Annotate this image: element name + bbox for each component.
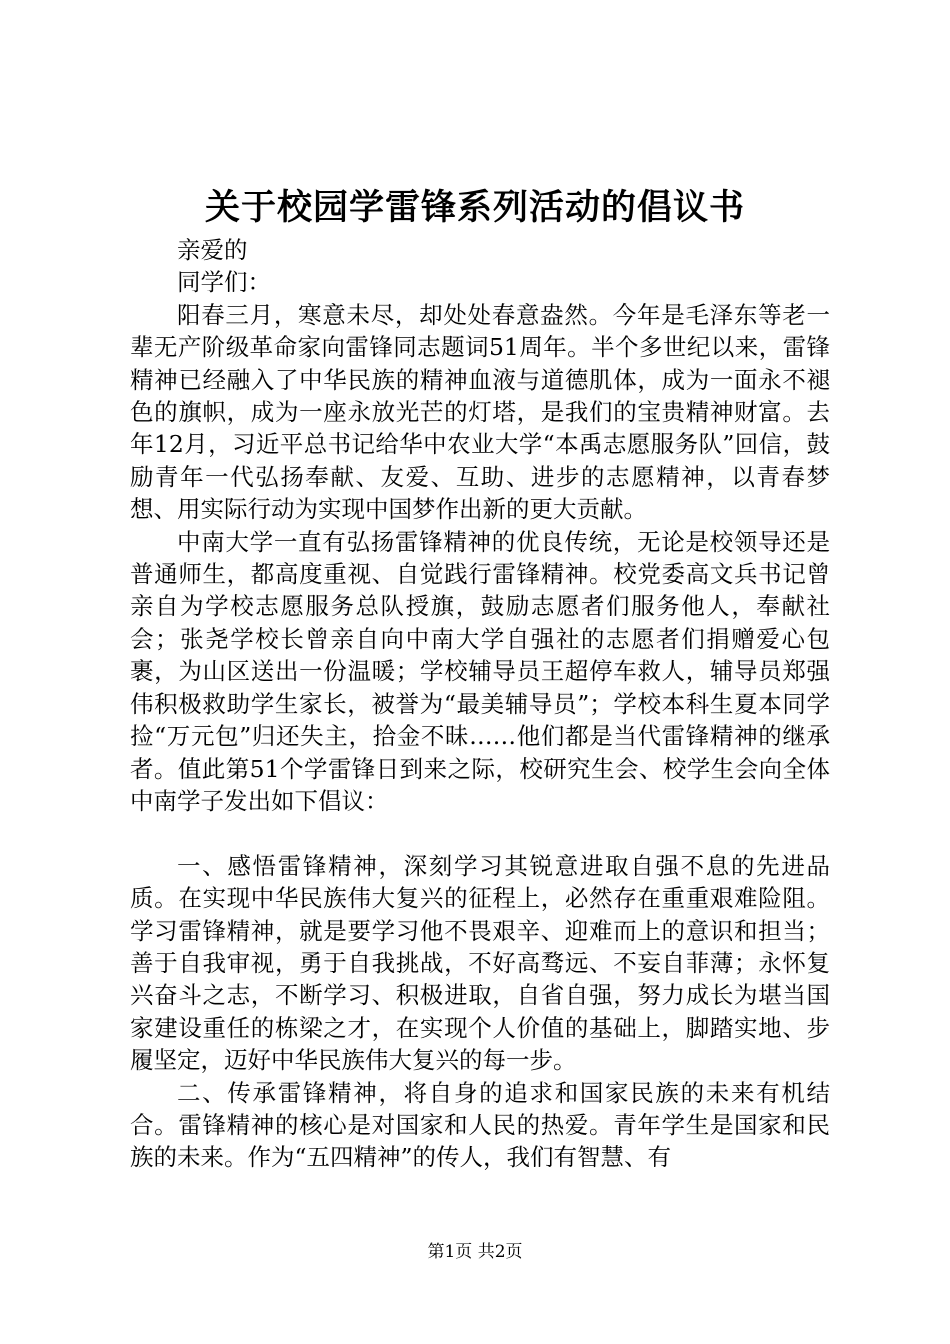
blank-line (130, 817, 830, 849)
paragraph-proposal-1: 一、感悟雷锋精神，深刻学习其锐意进取自强不息的先进品质。在实现中华民族伟大复兴的征程上，必然存在重重艰难险阻。学习雷锋精神，就是要学习他不畏艰辛、迎难而上的意识和担当；善于自我审视，勇于自我挑战，不好高骛远、不妄自菲薄；永怀复兴奋斗之志，不断学习、积极进取，自省自强，努力成长为堪当国家建设重任的栋梁之才，在实现个人价值的基础上，脚踏实地、步履坚定，迈好中华民族伟大复兴的每一步。 (130, 851, 830, 1075)
document-title: 关于校园学雷锋系列活动的倡议书 (204, 187, 745, 228)
paragraph-school-tradition: 中南大学一直有弘扬雷锋精神的优良传统，无论是校领导还是普通师生，都高度重视、自觉践行雷锋精神。校党委高文兵书记曾亲自为学校志愿服务总队授旗，鼓励志愿者们服务他人，奉献社会；张尧学校长曾亲自向中南大学自强社的志愿者们捐赠爱心包裹，为山区送出一份温暖；学校辅导员王超停车救人，辅导员郑强伟积极救助学生家长，被誉为“最美辅导员”；学校本科生夏本同学捡“万元包”归还失主，拾金不昧……他们都是当代雷锋精神的继承者。值此第51个学雷锋日到来之际，校研究生会、校学生会向全体中南学子发出如下倡议： (130, 527, 830, 815)
page-number-footer: 第1页 共2页 (427, 1242, 523, 1262)
salutation-line-1: 亲爱的 (177, 236, 248, 264)
salutation-line-2: 同学们： (177, 268, 271, 297)
document-body (130, 234, 830, 1174)
paragraph-proposal-2: 二、传承雷锋精神，将自身的追求和国家民族的未来有机结合。雷锋精神的核心是对国家和人民的热爱。青年学生是国家和民族的未来。作为“五四精神”的传人，我们有智慧、有 (130, 1078, 830, 1172)
paragraph-intro: 阳春三月，寒意未尽，却处处春意盎然。今年是毛泽东等老一辈无产阶级革命家向雷锋同志题词51周年。半个多世纪以来，雷锋精神已经融入了中华民族的精神血液与道德肌体，成为一面永不褪色的旗帜，成为一座永放光芒的灯塔，是我们的宝贵精神财富。去年12月，习近平总书记给华中农业大学“本禹志愿服务队”回信，鼓励青年一代弘扬奉献、友爱、互助、进步的志愿精神，以青春梦想、用实际行动为实现中国梦作出新的更大贡献。 (130, 300, 830, 524)
